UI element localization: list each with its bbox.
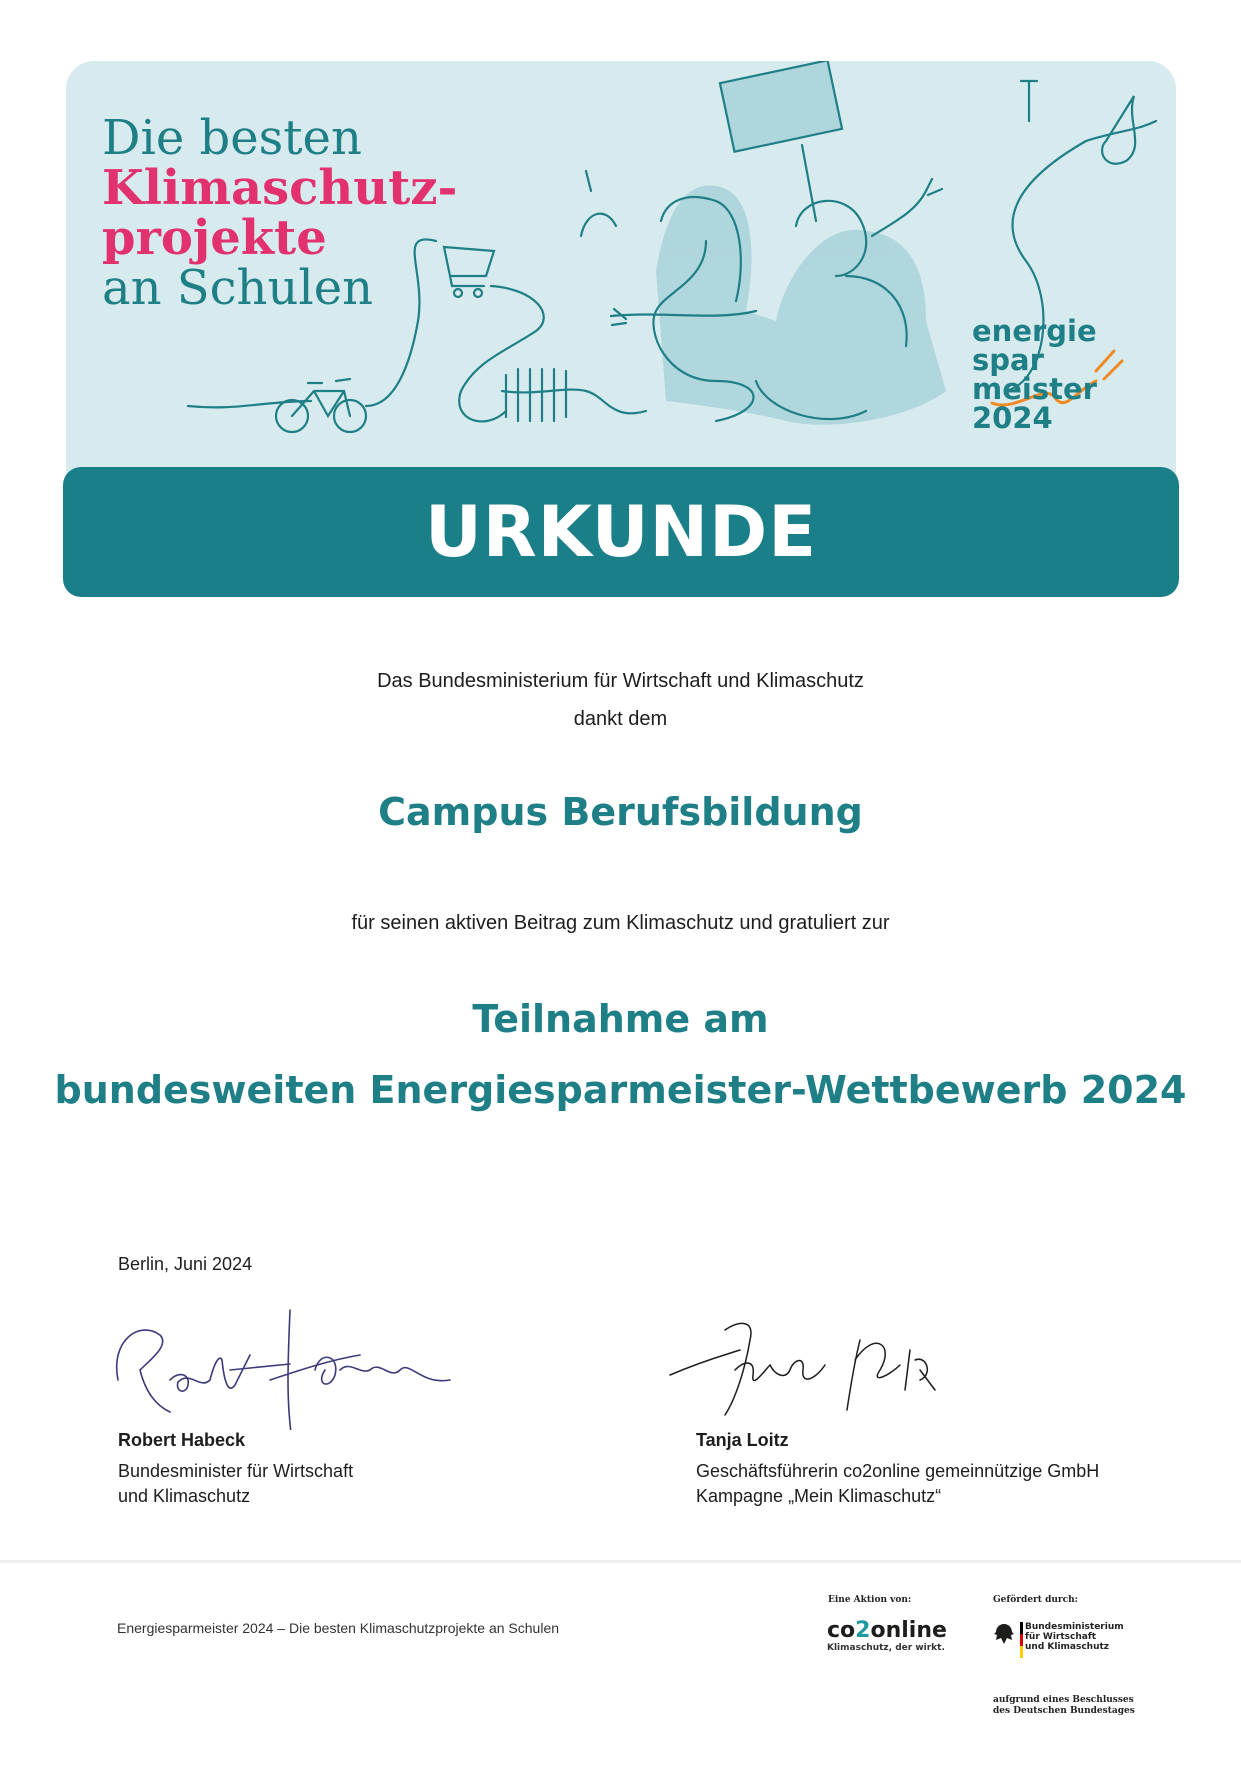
signatory-1-role-1: Bundesminister für Wirtschaft [118, 1461, 354, 1481]
headline-line-2: Klimaschutz- [102, 160, 458, 216]
header-banner [66, 61, 1176, 481]
resolution-line-1: aufgrund eines Beschlusses [993, 1695, 1134, 1705]
ministry-line-1: Bundesministerium [1025, 1622, 1124, 1632]
signatory-1 [118, 1428, 353, 1509]
headline-line-4: an Schulen [102, 260, 374, 316]
award-line-2: bundesweiten Energiesparmeister-Wettbewerb 2024 [54, 1068, 1187, 1112]
funded-label: Gefördert durch: [993, 1595, 1079, 1605]
signatory-2-name: Tanja Loitz [696, 1430, 789, 1450]
campaign-headline [102, 110, 458, 316]
german-flag-icon [1020, 1622, 1023, 1658]
title-bar [63, 467, 1179, 597]
signatory-2 [696, 1428, 1099, 1509]
bundestag-resolution [993, 1695, 1135, 1717]
co2online-logo [827, 1618, 947, 1643]
recipient-name: Campus Berufsbildung [378, 790, 863, 834]
co2-part-a: co [827, 1618, 856, 1643]
signatory-1-role-2: und Klimaschutz [118, 1486, 251, 1506]
intro-line-2: dankt dem [573, 708, 668, 730]
logo-line-3: meister [972, 372, 1097, 406]
signature-habeck [100, 1300, 460, 1430]
intro-line-1: Das Bundesministerium für Wirtschaft und Klimaschutz [377, 670, 864, 692]
logo-line-2: spar [972, 343, 1044, 377]
signatory-1-name: Robert Habeck [118, 1430, 246, 1450]
signatory-2-role-1: Geschäftsführerin co2online gemeinnützige GmbH [696, 1461, 1100, 1481]
energiesparmeister-logo [972, 314, 1097, 435]
certificate-title: URKUNDE [424, 491, 818, 573]
footer-divider [0, 1560, 1241, 1563]
ministry-line-3: und Klimaschutz [1025, 1642, 1110, 1652]
ministry-logo-text [1025, 1622, 1124, 1652]
federal-eagle-icon [993, 1622, 1015, 1646]
co2-part-b: 2 [855, 1618, 871, 1643]
ministry-line-2: für Wirtschaft [1025, 1632, 1097, 1642]
footer-text: Energiesparmeister 2024 – Die besten Klimaschutzprojekte an Schulen [117, 1620, 560, 1636]
headline-line-1: Die besten [102, 110, 362, 166]
headline-line-3: projekte [102, 210, 327, 266]
signatory-2-role-2: Kampagne „Mein Klimaschutz“ [696, 1486, 942, 1506]
signature-loitz [665, 1300, 945, 1420]
reason-text: für seinen aktiven Beitrag zum Klimaschutz und gratuliert zur [351, 912, 890, 934]
resolution-line-2: des Deutschen Bundestages [993, 1706, 1135, 1716]
action-label: Eine Aktion von: [828, 1595, 912, 1605]
co2-part-c: online [870, 1618, 947, 1643]
award-line-1: Teilnahme am [472, 997, 769, 1041]
place-date: Berlin, Juni 2024 [118, 1254, 253, 1274]
logo-line-4: 2024 [972, 401, 1053, 435]
logo-line-1: energie [972, 314, 1097, 348]
co2online-tagline: Klimaschutz, der wirkt. [827, 1643, 945, 1653]
